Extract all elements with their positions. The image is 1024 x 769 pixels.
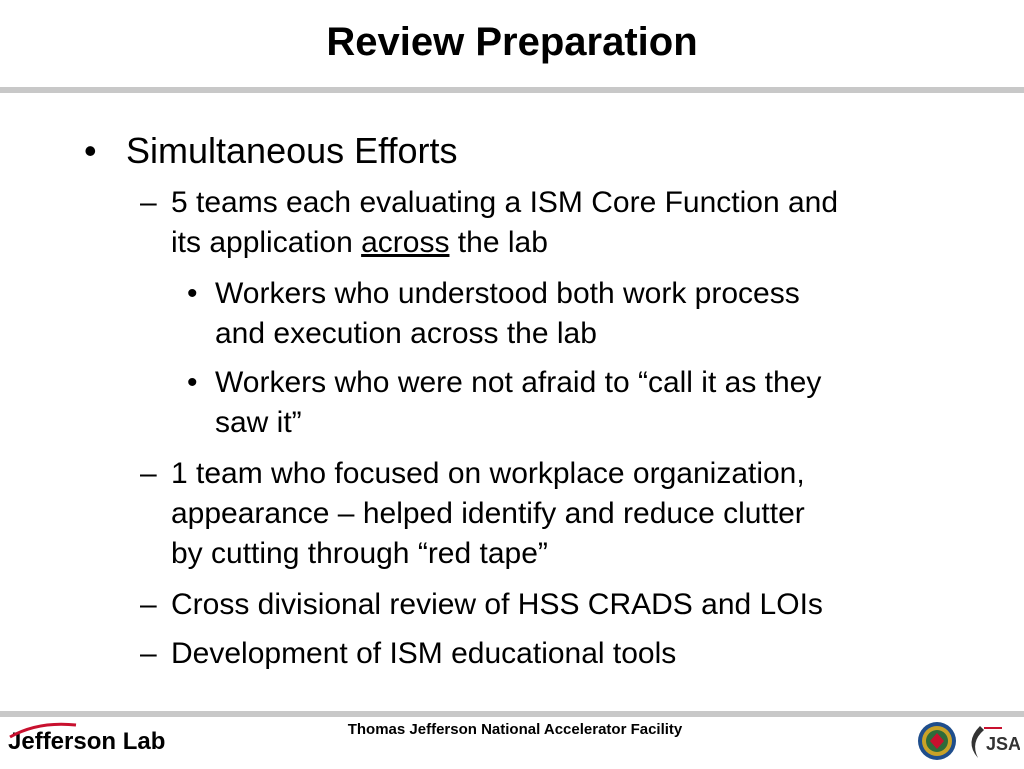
jsa-swoosh-icon: [962, 720, 1020, 764]
sub-bullet-line: 1 team who focused on workplace organization,: [171, 457, 805, 490]
facility-name: Thomas Jefferson National Accelerator Facility: [347, 721, 683, 738]
dash-marker: –: [140, 457, 157, 490]
dash-marker: –: [140, 637, 157, 670]
dash-marker: –: [140, 588, 157, 621]
bullet-marker: •: [187, 366, 198, 399]
sub-bullet-line: by cutting through “red tape”: [171, 537, 548, 570]
sub-bullet-line: [171, 223, 941, 263]
bullet-marker: •: [84, 130, 97, 171]
underlined-word: across: [361, 226, 450, 259]
jsa-logo: [962, 720, 1020, 764]
jefferson-lab-logo: [8, 727, 165, 757]
sub-bullet-line: appearance – helped identify and reduce clutter: [171, 497, 805, 530]
dash-marker: –: [140, 186, 157, 219]
sub-bullet-line: Cross divisional review of HSS CRADS and LOIs: [171, 588, 823, 621]
sub-bullet-line: 5 teams each evaluating a ISM Core Function and: [171, 186, 839, 219]
bullet-marker: •: [187, 277, 198, 310]
text-run: its application: [171, 226, 362, 259]
point-line: Workers who understood both work process: [215, 277, 800, 310]
swoosh-icon: [8, 721, 78, 741]
slide-title: Review Preparation: [326, 20, 698, 64]
text-run: the lab: [449, 226, 548, 259]
point-line: and execution across the lab: [215, 317, 597, 350]
footer-divider: [0, 711, 1024, 717]
jsa-text: JSA: [986, 734, 1020, 754]
sub-bullet-line: Development of ISM educational tools: [171, 637, 677, 670]
doe-seal-icon: [917, 721, 957, 761]
title-divider: [0, 87, 1024, 93]
point-line: saw it”: [215, 406, 302, 439]
logo-text: Jefferson Lab: [8, 728, 166, 755]
point-line: Workers who were not afraid to “call it as they: [215, 366, 822, 399]
bullet-text: Simultaneous Efforts: [126, 130, 458, 171]
